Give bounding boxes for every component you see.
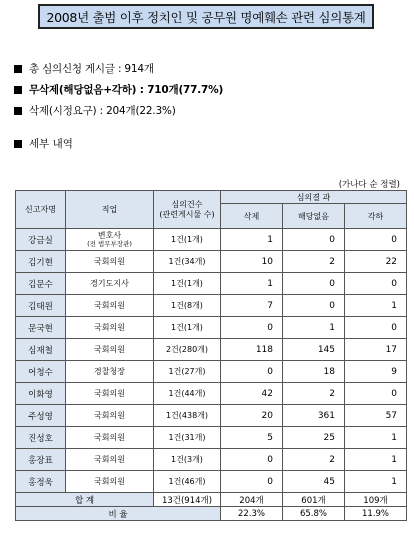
header-job: 직업: [66, 191, 154, 229]
cell-name: 어청수: [16, 361, 66, 383]
cell-delete: 20: [221, 405, 283, 427]
cell-delete: 1: [221, 273, 283, 295]
cell-dismiss: 0: [345, 273, 407, 295]
header-delete: 삭제: [221, 204, 283, 229]
cell-job: 국회의원: [66, 471, 154, 493]
cell-delete: 5: [221, 427, 283, 449]
cell-cases: 2건(280개): [154, 339, 221, 361]
ratio-label: 비 율: [16, 507, 221, 521]
cell-cases: 1건(8개): [154, 295, 221, 317]
summary-list: [14, 58, 223, 121]
table-row: [16, 471, 407, 493]
table-row: [16, 383, 407, 405]
cell-none: 2: [283, 449, 345, 471]
header-cases-line1: 심의건수: [171, 199, 203, 209]
header-cases: [154, 191, 221, 229]
header-none: 해당없음: [283, 204, 345, 229]
cell-cases: 1건(27개): [154, 361, 221, 383]
table-row: [16, 427, 407, 449]
cell-cases: 1건(34개): [154, 251, 221, 273]
summary-total: [14, 58, 223, 79]
cell-cases: 1건(1개): [154, 317, 221, 339]
cell-dismiss: 1: [345, 449, 407, 471]
table-row: [16, 361, 407, 383]
cell-none: 145: [283, 339, 345, 361]
summary-no-delete-text: 무삭제(해당없음+각하) : 710개(77.7%): [29, 84, 224, 96]
cell-delete: 118: [221, 339, 283, 361]
table-row: [16, 317, 407, 339]
cell-none: 0: [283, 295, 345, 317]
square-bullet-icon: [14, 107, 22, 115]
header-result-group: 심의결 과: [221, 191, 407, 204]
header-reporter: 신고자명: [16, 191, 66, 229]
cell-name: 심재철: [16, 339, 66, 361]
cell-job: 경찰청장: [66, 361, 154, 383]
cell-dismiss: 22: [345, 251, 407, 273]
summary-total-text: 총 심의신청 게시글 : 914개: [29, 63, 154, 75]
title-text: 2008년 출범 이후 정치인 및 공무원 명예훼손 관련 심의통계: [46, 9, 366, 25]
cell-cases: 1건(44개): [154, 383, 221, 405]
summary-deleted-text: 삭제(시정요구) : 204개(22.3%): [29, 105, 176, 117]
statistics-table: [15, 190, 407, 521]
cell-name: 강금실: [16, 229, 66, 251]
cell-name: 김태원: [16, 295, 66, 317]
cell-job: 국회의원: [66, 295, 154, 317]
cell-none: 2: [283, 251, 345, 273]
cell-cases: 1건(31개): [154, 427, 221, 449]
ratio-none: 65.8%: [283, 507, 345, 521]
cell-job: 국회의원: [66, 317, 154, 339]
cell-delete: 7: [221, 295, 283, 317]
cell-dismiss: 1: [345, 471, 407, 493]
total-label: 합 계: [16, 493, 154, 507]
cell-job: 국회의원: [66, 339, 154, 361]
cell-job: 경기도지사: [66, 273, 154, 295]
cell-cases: 1건(1개): [154, 229, 221, 251]
cell-delete: 10: [221, 251, 283, 273]
cell-name: 진성호: [16, 427, 66, 449]
cell-name: 주성영: [16, 405, 66, 427]
total-delete: 204개: [221, 493, 283, 507]
cell-name: 김문수: [16, 273, 66, 295]
cell-dismiss: 1: [345, 295, 407, 317]
cell-name: 김기현: [16, 251, 66, 273]
cell-dismiss: 17: [345, 339, 407, 361]
ratio-row: [16, 507, 407, 521]
sort-note: (가나다 순 정렬): [338, 180, 400, 190]
cell-delete: 0: [221, 449, 283, 471]
cell-none: 0: [283, 273, 345, 295]
section-heading: [14, 136, 73, 151]
cell-dismiss: 0: [345, 229, 407, 251]
cell-name: 홍장표: [16, 449, 66, 471]
square-bullet-icon: [14, 65, 22, 73]
cell-cases: 1건(438개): [154, 405, 221, 427]
table-row: [16, 251, 407, 273]
total-dismiss: 109개: [345, 493, 407, 507]
header-dismiss: 각하: [345, 204, 407, 229]
table-row: [16, 405, 407, 427]
summary-no-delete: [14, 79, 223, 100]
total-cases: 13건(914개): [154, 493, 221, 507]
cell-name: 이화영: [16, 383, 66, 405]
summary-deleted: [14, 100, 223, 121]
cell-delete: 1: [221, 229, 283, 251]
ratio-dismiss: 11.9%: [345, 507, 407, 521]
cell-dismiss: 57: [345, 405, 407, 427]
cell-cases: 1건(46개): [154, 471, 221, 493]
cell-delete: 0: [221, 317, 283, 339]
table-row: [16, 229, 407, 251]
cell-name: 문국현: [16, 317, 66, 339]
cell-job-main: 변호사: [97, 230, 122, 240]
cell-dismiss: 0: [345, 317, 407, 339]
table-row: [16, 273, 407, 295]
cell-job: 국회의원: [66, 251, 154, 273]
section-title: 세부 내역: [29, 138, 73, 150]
cell-delete: 0: [221, 361, 283, 383]
square-bullet-icon: [14, 140, 22, 148]
cell-none: 25: [283, 427, 345, 449]
cell-none: 361: [283, 405, 345, 427]
table-row: [16, 295, 407, 317]
document-title: [38, 4, 374, 29]
cell-job: 국회의원: [66, 405, 154, 427]
total-row: [16, 493, 407, 507]
table-row: [16, 449, 407, 471]
cell-none: 1: [283, 317, 345, 339]
cell-none: 0: [283, 229, 345, 251]
cell-dismiss: 0: [345, 383, 407, 405]
total-none: 601개: [283, 493, 345, 507]
cell-job: 국회의원: [66, 383, 154, 405]
cell-delete: 0: [221, 471, 283, 493]
cell-none: 18: [283, 361, 345, 383]
cell-name: 홍정욱: [16, 471, 66, 493]
cell-job: [66, 229, 154, 251]
cell-delete: 42: [221, 383, 283, 405]
cell-job-sub: (전 법무부장관): [87, 239, 132, 248]
cell-dismiss: 9: [345, 361, 407, 383]
ratio-delete: 22.3%: [221, 507, 283, 521]
cell-none: 45: [283, 471, 345, 493]
square-bullet-icon: [14, 86, 22, 94]
cell-job: 국회의원: [66, 449, 154, 471]
header-cases-line2: (관련게시물 수): [159, 209, 215, 219]
cell-cases: 1건(3개): [154, 449, 221, 471]
cell-cases: 1건(1개): [154, 273, 221, 295]
table-row: [16, 339, 407, 361]
cell-job: 국회의원: [66, 427, 154, 449]
cell-dismiss: 1: [345, 427, 407, 449]
cell-none: 2: [283, 383, 345, 405]
